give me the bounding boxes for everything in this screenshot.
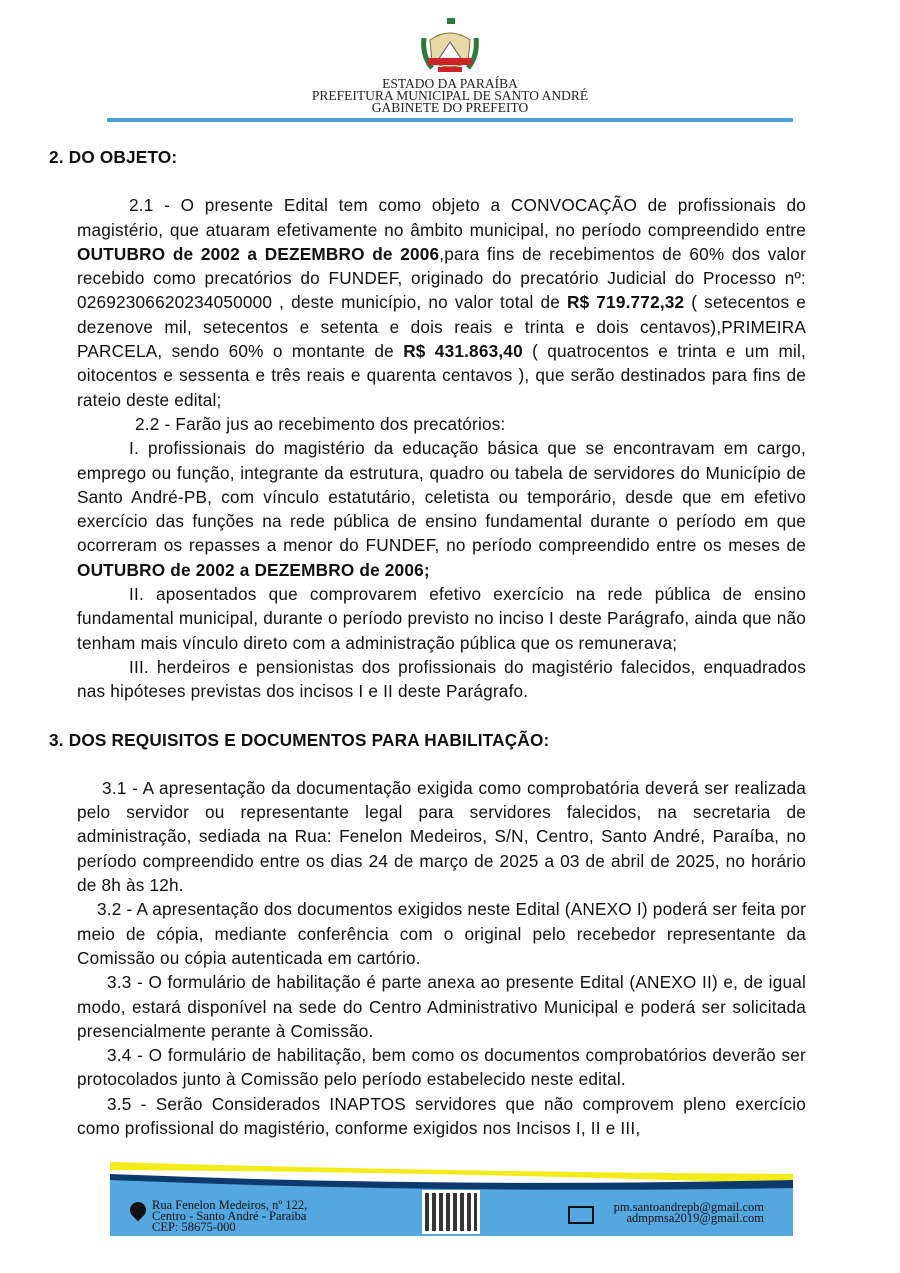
municipality-name: PREFEITURA MUNICIPAL DE SANTO ANDRÉ: [311, 88, 589, 103]
paragraph-3-4: 3.4 - O formulário de habilitação, bem como os documentos comprobatórios deverão ser protocolados junto à Comissão pelo período estabelecido neste edital.: [77, 1045, 806, 1090]
qr-code-icon: [422, 1190, 480, 1234]
letterhead-footer: [110, 1160, 793, 1236]
letterhead: [0, 18, 900, 114]
header-divider: [107, 118, 793, 122]
paragraph-3-5: 3.5 - Serão Considerados INAPTOS servidores que não comprovem pleno exercício como profissional do magistério, conforme exigidos nos Incisos I, II e III,: [77, 1093, 806, 1138]
paragraph-2-1: [77, 193, 806, 412]
heading-text: 3. DOS REQUISITOS E DOCUMENTOS PARA HABILITAÇÃO:: [49, 729, 550, 750]
period-bold: OUTUBRO de 2002 a DEZEMBRO de 2006;: [77, 559, 430, 580]
paragraph-inciso-3: III. herdeiros e pensionistas dos profissionais do magistério falecidos, enquadrados nas hipóteses previstas dos incisos I e II deste Parágrafo.: [77, 656, 806, 702]
postal-code: CEP: 58675-000: [152, 1220, 236, 1234]
address-line: Centro - Santo André - Paraiba: [152, 1209, 307, 1223]
heading-text: 2. DO OBJETO:: [49, 147, 178, 167]
address-line: Rua Fenelon Medeiros, nº 122,: [152, 1198, 308, 1212]
email: admpmsa2019@gmail.com: [626, 1211, 764, 1225]
text: 2.1 - O presente Edital tem como objeto a CONVOCAÇÃO de profissionais do magistério, que atuaram efetivamente no âmbito municipal, no período compreendido entre: [77, 195, 806, 240]
amount-value: R$ 431.863,40: [403, 341, 523, 362]
paragraph-3-2: 3.2 - A apresentação dos documentos exigidos neste Edital (ANEXO I) poderá ser feita por meio de cópia, mediante conferência com o original pelo recebedor representante da Comissão ou cópia autenticada em cartório.: [77, 899, 806, 968]
paragraph-2-2: 2.2 - Farão jus ao recebimento dos precatórios:: [135, 413, 506, 434]
office-name: GABINETE DO PREFEITO: [371, 100, 529, 115]
text: ( quatrocentos e trinta e um mil, oitocentos e sessenta e três reais e quarenta centavos ), que serão destinados para fins de rateio deste edital;: [77, 341, 806, 410]
total-value: R$ 719.772,32: [566, 292, 685, 313]
document-body: [49, 145, 807, 1140]
envelope-icon: [568, 1206, 594, 1224]
paragraph-inciso-1: [77, 436, 806, 582]
municipal-crest-icon: [420, 18, 480, 76]
paragraph-inciso-2: II. aposentados que comprovarem efetivo exercício na rede pública de ensino fundamental municipal, durante o período previsto no inciso I deste Parágrafo, ainda que não tenham mais vínculo direto com a administração pública que os remunerava;: [77, 584, 806, 653]
email: pm.santoandrepb@gmail.com: [613, 1200, 764, 1214]
contact-emails: [606, 1202, 764, 1224]
address: [152, 1200, 307, 1233]
paragraph-3-3: 3.3 - O formulário de habilitação é parte anexa ao presente Edital (ANEXO II) e, de igual modo, estará disponível na sede do Centro Administrativo Municipal e poderá ser solicitada presencialmente perante à Comissão.: [77, 972, 806, 1041]
text: ,para fins de recebimentos de 60% dos valor recebido como precatórios do FUNDEF, originado do precatório Judicial do Processo nº: 02692306620234050000 , deste município, no valor total de: [77, 243, 806, 313]
section-2-heading: [49, 145, 806, 169]
section-3-heading: [49, 728, 806, 752]
text: I. profissionais do magistério da educação básica que se encontravam em cargo, emprego ou função, integrante da estrutura, quadro ou tabela de servidores do Município de Santo André-PB, com vínculo estatutário, celetista ou temporário, desde que em efetivo exercício das funções na rede pública de ensino fundamental durante o período em que ocorreram os repasses a menor do FUNDEF, no período compreendido entre os meses de: [77, 438, 806, 556]
state-name: ESTADO DA PARAÍBA: [382, 76, 518, 91]
paragraph-3-1: 3.1 - A apresentação da documentação exigida como comprobatória deverá ser realizada pelo servidor ou representante legal para servidores falecidos, na secretaria de administração, sediada na Rua: Fenelon Medeiros, S/N, Centro, Santo André, Paraíba, no período compreendido entre os dias 24 de março de 2025 a 03 de abril de 2025, no horário de 8h às 12h.: [77, 777, 806, 896]
text: ( setecentos e dezenove mil, setecentos e setenta e dois reais e trinta e dois centavos),PRIMEIRA PARCELA, sendo 60% o montante de: [77, 292, 807, 362]
period-bold: OUTUBRO de 2002 a DEZEMBRO de 2006: [77, 243, 440, 264]
